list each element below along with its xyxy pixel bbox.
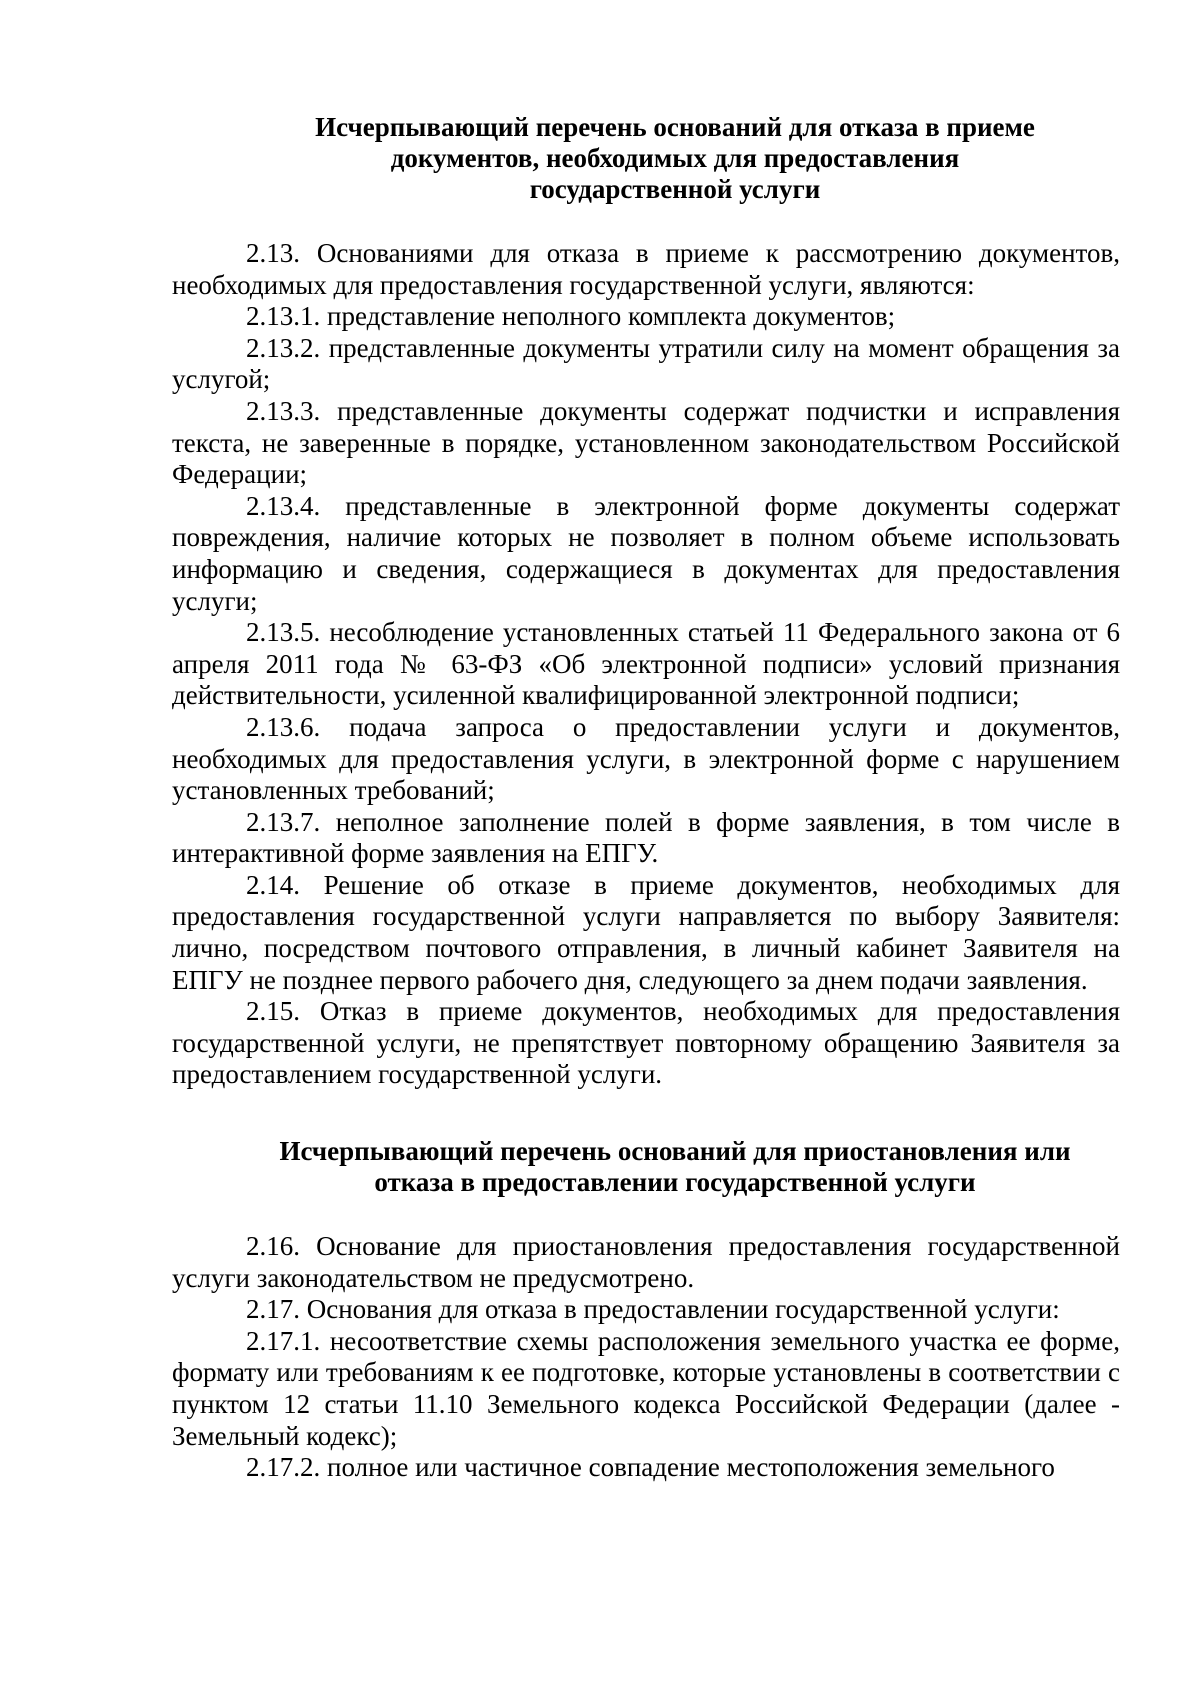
spacer <box>172 205 1120 238</box>
paragraph-2-13-5: 2.13.5. несоблюдение установленных статьей 11 Федерального закона от 6 апреля 2011 года № 63-ФЗ «Об электронной подписи» условий признания действительности, усиленной квалифицированной электронной подписи; <box>172 617 1120 711</box>
paragraph-2-13-2: 2.13.2. представленные документы утратили силу на момент обращения за услугой; <box>172 332 1120 395</box>
paragraph-2-15: 2.15. Отказ в приеме документов, необходимых для предоставления государственной услуги, не препятствует повторному обращению Заявителя за предоставлением государственной услуги. <box>172 996 1120 1090</box>
paragraph-2-14: 2.14. Решение об отказе в приеме документов, необходимых для предоставления государственной услуги направляется по выбору Заявителя: лично, посредством почтового отправления, в личный кабинет Заявителя на ЕПГУ не позднее первого рабочего дня, следующего за днем подачи заявления. <box>172 869 1120 995</box>
paragraph-2-17-1: 2.17.1. несоответствие схемы расположения земельного участка ее форме, формату или требованиям к ее подготовке, которые установлены в соответствии с пунктом 12 статьи 11.10 Земельного кодекса Российской Федерации (далее - Земельный кодекс); <box>172 1325 1120 1451</box>
paragraph-2-13-7: 2.13.7. неполное заполнение полей в форме заявления, в том числе в интерактивной форме заявления на ЕПГУ. <box>172 806 1120 869</box>
heading-line: документов, необходимых для предоставления <box>390 143 960 173</box>
heading-line: Исчерпывающий перечень оснований для отказа в приеме <box>315 112 1035 142</box>
paragraph-2-13-1: 2.13.1. представление неполного комплекта документов; <box>246 301 896 332</box>
heading-line: Исчерпывающий перечень оснований для приостановления или <box>279 1136 1071 1167</box>
paragraph-2-13-6: 2.13.6. подача запроса о предоставлении услуги и документов, необходимых для предоставления услуги, в электронной форме с нарушением установленных требований; <box>172 711 1120 806</box>
paragraph-2-13-3: 2.13.3. представленные документы содержат подчистки и исправления текста, не заверенные в порядке, установленном законодательством Российской Федерации; <box>172 395 1120 490</box>
paragraph-2-13-4: 2.13.4. представленные в электронной форме документы содержат повреждения, наличие которых не позволяет в полном объеме использовать информацию и сведения, содержащиеся в документах для предоставления услуги; <box>172 490 1120 616</box>
document-page <box>172 112 1120 1484</box>
heading-line: отказа в предоставлении государственной услуги <box>374 1167 976 1198</box>
heading-line: государственной услуги <box>529 174 821 204</box>
paragraph-2-16: 2.16. Основание для приостановления предоставления государственной услуги законодательством не предусмотрено. <box>172 1231 1120 1293</box>
paragraph-2-17-2: 2.17.2. полное или частичное совпадение местоположения земельного <box>246 1452 1055 1483</box>
spacer <box>172 1198 1120 1231</box>
paragraph-2-17: 2.17. Основания для отказа в предоставлении государственной услуги: <box>246 1294 1060 1325</box>
spacer <box>172 1091 1120 1136</box>
section-heading-suspension-refusal <box>172 1136 1120 1198</box>
section-heading-refusal-reception <box>172 112 1120 205</box>
paragraph-2-13: 2.13. Основаниями для отказа в приеме к рассмотрению документов, необходимых для предоставления государственной услуги, являются: <box>172 238 1120 300</box>
